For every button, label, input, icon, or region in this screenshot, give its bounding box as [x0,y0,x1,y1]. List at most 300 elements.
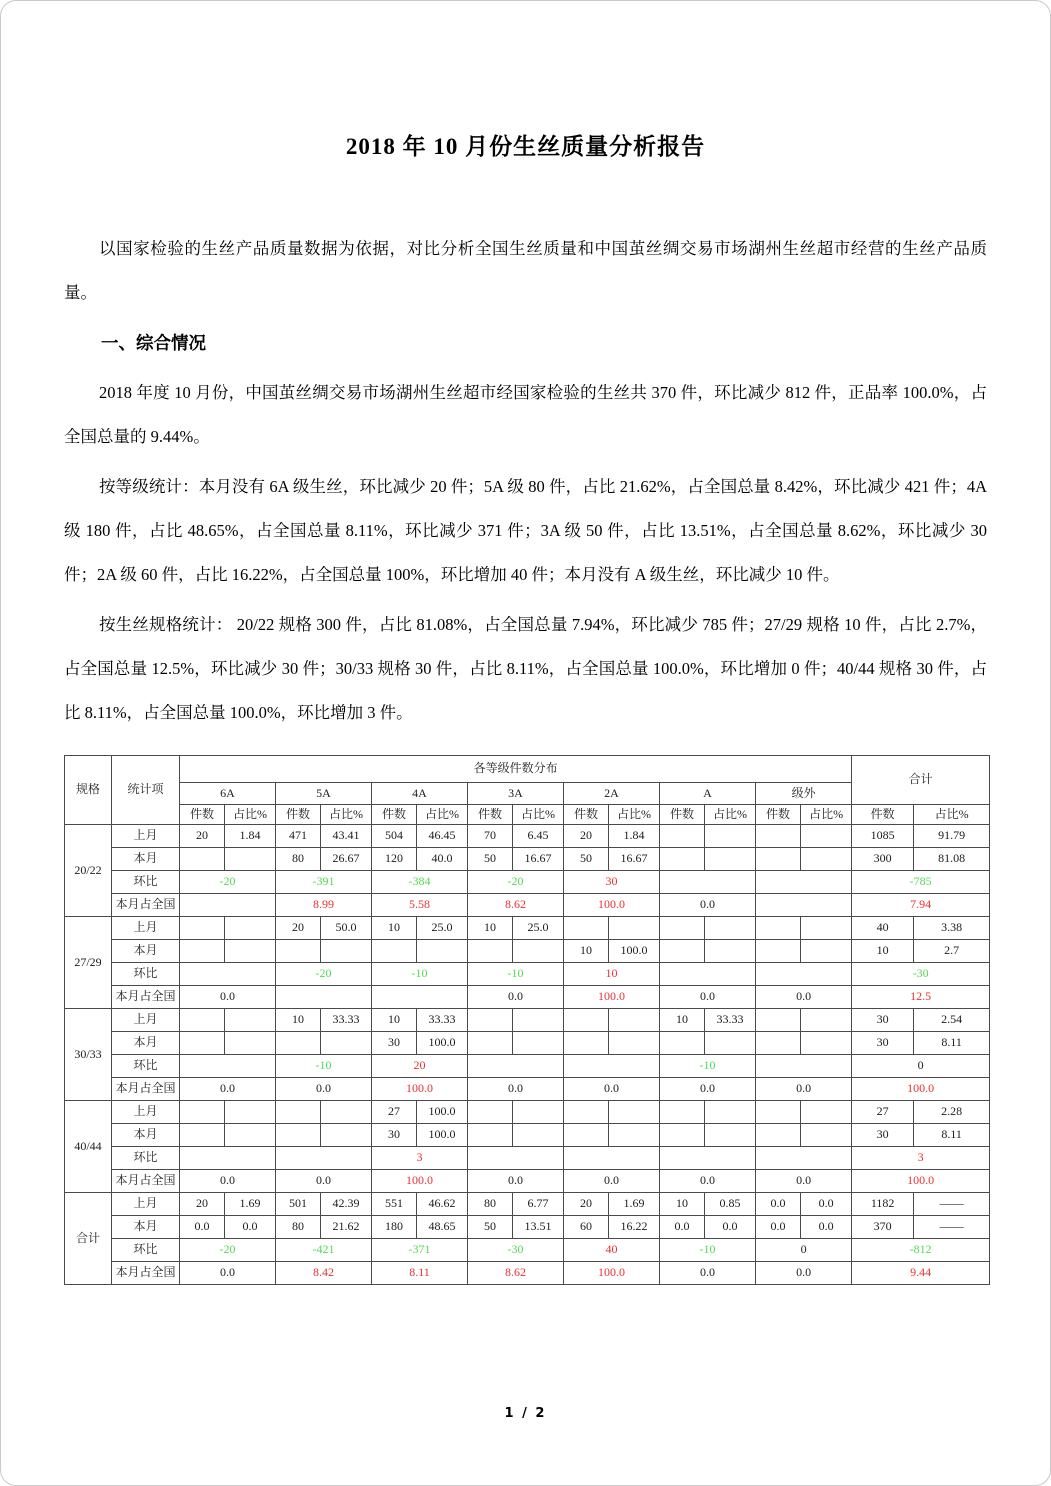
value-cell: 20 [180,1193,225,1216]
value-cell: 3 [372,1147,468,1170]
value-cell: 10 [372,1009,417,1032]
value-cell [513,1124,564,1147]
value-cell [180,894,276,917]
value-cell: 25.0 [513,917,564,940]
value-cell: 60 [564,1216,609,1239]
col-header-count: 件数 [180,805,225,825]
value-cell: -20 [180,871,276,894]
value-cell [564,1124,609,1147]
col-header-pct: 占比% [225,805,276,825]
value-cell: —— [914,1216,990,1239]
col-header-count: 件数 [756,805,801,825]
table-row [65,940,990,963]
value-cell: 100.0 [609,940,660,963]
value-cell: 7.94 [852,894,990,917]
value-cell: 0.0 [276,1078,372,1101]
value-cell [660,963,756,986]
value-cell: 80 [276,848,321,871]
value-cell: 30 [564,871,660,894]
value-cell: 1085 [852,825,914,848]
value-cell: 100.0 [417,1032,468,1055]
value-cell: 0.0 [705,1216,756,1239]
value-cell: 10 [468,917,513,940]
table-row [65,1147,990,1170]
value-cell [609,1032,660,1055]
table-row [65,1193,990,1216]
value-cell [756,963,852,986]
value-cell [660,1032,705,1055]
stat-label: 环比 [112,1239,180,1262]
value-cell: 0.85 [705,1193,756,1216]
value-cell [801,1009,852,1032]
value-cell: 0.0 [660,1078,756,1101]
value-cell [180,917,225,940]
value-cell: 0.0 [564,1078,660,1101]
value-cell: 0 [852,1055,990,1078]
value-cell: 100.0 [564,1262,660,1285]
value-cell [276,1032,321,1055]
value-cell: 12.5 [852,986,990,1009]
value-cell [660,917,705,940]
col-header-count: 件数 [564,805,609,825]
table-row [65,1078,990,1101]
value-cell [660,1101,705,1124]
value-cell: 180 [372,1216,417,1239]
col-header-pct: 占比% [321,805,372,825]
value-cell [756,848,801,871]
value-cell: -391 [276,871,372,894]
col-header-pct: 占比% [513,805,564,825]
value-cell: 3 [852,1147,990,1170]
grade-stats-paragraph: 按等级统计：本月没有 6A 级生丝，环比减少 20 件；5A 级 80 件，占比 21.62%，占全国总量 8.42%，环比减少 421 件；4A 级 180 件，占比 48.65%，占全国总量 8.11%，环比减少 371 件；3A 级 50 件，占比 13.51%，占全国总量 8.62%，环比减少 30 件；2A 级 60 件，占比 16.22%，占全国总量 100%，环比增加 40 件；本月没有 A 级生丝，环比减少 10 件。 [64,477,987,584]
col-header-count: 件数 [852,805,914,825]
value-cell: -10 [660,1055,756,1078]
value-cell [276,940,321,963]
value-cell: 1182 [852,1193,914,1216]
value-cell: 70 [468,825,513,848]
value-cell [180,963,276,986]
value-cell [609,1124,660,1147]
value-cell: 0.0 [756,1078,852,1101]
value-cell: 16.67 [609,848,660,871]
col-header-grade: A [660,783,756,805]
stat-label: 本月 [112,1032,180,1055]
value-cell: 8.11 [372,1262,468,1285]
value-cell [180,1009,225,1032]
value-cell: 16.22 [609,1216,660,1239]
col-header-grade: 5A [276,783,372,805]
col-header-distribution: 各等级件数分布 [180,756,852,783]
value-cell [564,1147,660,1170]
value-cell: -10 [372,963,468,986]
value-cell: 1.84 [225,825,276,848]
value-cell [513,1009,564,1032]
col-header-total: 合计 [852,756,990,805]
col-header-pct: 占比% [705,805,756,825]
spec-cell: 30/33 [65,1009,112,1101]
value-cell: -812 [852,1239,990,1262]
value-cell: 8.62 [468,1262,564,1285]
value-cell [276,986,372,1009]
table-row [65,894,990,917]
col-header-grade: 4A [372,783,468,805]
stat-label: 本月 [112,848,180,871]
value-cell: 30 [852,1009,914,1032]
value-cell: -785 [852,871,990,894]
value-cell: 2.7 [914,940,990,963]
value-cell: 46.62 [417,1193,468,1216]
summary-paragraph: 2018 年度 10 月份，中国茧丝绸交易市场湖州生丝超市经国家检验的生丝共 370 件，环比减少 812 件，正品率 100.0%，占全国总量的 9.44%。 [64,383,987,446]
value-cell [609,1101,660,1124]
value-cell: 10 [564,940,609,963]
value-cell [705,940,756,963]
col-header-grade: 6A [180,783,276,805]
value-cell [705,1101,756,1124]
value-cell [756,1009,801,1032]
value-cell [756,1032,801,1055]
value-cell: 0.0 [756,1193,801,1216]
value-cell: 0.0 [660,986,756,1009]
table-row [65,963,990,986]
value-cell [468,1032,513,1055]
table-row [65,986,990,1009]
value-cell [513,1101,564,1124]
value-cell [801,1032,852,1055]
value-cell: 0.0 [564,1170,660,1193]
value-cell [276,1124,321,1147]
value-cell: 0.0 [180,986,276,1009]
intro-paragraph: 以国家检验的生丝产品质量数据为依据，对比分析全国生丝质量和中国茧丝绸交易市场湖州生丝超市经营的生丝产品质量。 [64,239,987,302]
value-cell: -30 [468,1239,564,1262]
value-cell [705,848,756,871]
value-cell: -10 [276,1055,372,1078]
value-cell [468,1101,513,1124]
value-cell: 10 [564,963,660,986]
value-cell [564,1101,609,1124]
value-cell: 33.33 [321,1009,372,1032]
value-cell [660,1124,705,1147]
value-cell [225,848,276,871]
value-cell: 43.41 [321,825,372,848]
table-row [65,1101,990,1124]
table-row [65,1032,990,1055]
value-cell: 40.0 [417,848,468,871]
spec-stats-paragraph: 按生丝规格统计： 20/22 规格 300 件，占比 81.08%，占全国总量 7.94%，环比减少 785 件；27/29 规格 10 件，占比 2.7%，占全国总量 12.5%，环比减少 30 件；30/33 规格 30 件，占比 8.11%，占全国总量 100.0%，环比增加 0 件；40/44 规格 30 件，占比 8.11%，占全国总量 100.0%，环比增加 3 件。 [64,615,987,722]
value-cell [660,940,705,963]
value-cell [417,940,468,963]
value-cell [564,1032,609,1055]
value-cell: 50 [468,848,513,871]
value-cell: 80 [276,1216,321,1239]
value-cell: 0.0 [468,1078,564,1101]
page-number: 1 / 2 [504,1406,547,1421]
value-cell [705,917,756,940]
value-cell: 501 [276,1193,321,1216]
value-cell [756,1147,852,1170]
value-cell: 20 [564,825,609,848]
stat-label: 本月占全国 [112,1170,180,1193]
value-cell [468,1009,513,1032]
value-cell [756,940,801,963]
value-cell [756,871,852,894]
value-cell [276,1147,372,1170]
value-cell: 100.0 [417,1124,468,1147]
value-cell: -20 [468,871,564,894]
stat-label: 上月 [112,1193,180,1216]
value-cell: -10 [660,1239,756,1262]
value-cell: 504 [372,825,417,848]
value-cell: 0.0 [801,1193,852,1216]
stat-label: 本月占全国 [112,986,180,1009]
value-cell [321,940,372,963]
col-header-count: 件数 [660,805,705,825]
value-cell: 300 [852,848,914,871]
value-cell: 50 [564,848,609,871]
stat-label: 本月 [112,1216,180,1239]
value-cell [180,1101,225,1124]
value-cell: -10 [468,963,564,986]
value-cell: 551 [372,1193,417,1216]
value-cell [756,1055,852,1078]
col-header-count: 件数 [468,805,513,825]
value-cell: -371 [372,1239,468,1262]
value-cell [564,1055,660,1078]
value-cell [180,940,225,963]
col-header-stat: 统计项 [112,756,180,825]
value-cell: 42.39 [321,1193,372,1216]
value-cell [513,1032,564,1055]
table-row [65,1170,990,1193]
value-cell [801,848,852,871]
value-cell: 8.11 [914,1032,990,1055]
value-cell: 27 [852,1101,914,1124]
value-cell [513,940,564,963]
value-cell: 80 [468,1193,513,1216]
value-cell: 1.84 [609,825,660,848]
value-cell [756,825,801,848]
value-cell: 50 [468,1216,513,1239]
value-cell [468,1124,513,1147]
value-cell: 46.45 [417,825,468,848]
stat-label: 环比 [112,963,180,986]
value-cell: 471 [276,825,321,848]
value-cell [225,1009,276,1032]
table-row [65,1216,990,1239]
value-cell [468,940,513,963]
value-cell: 40 [564,1239,660,1262]
value-cell: 0.0 [801,1216,852,1239]
value-cell: 8.11 [914,1124,990,1147]
value-cell: 100.0 [417,1101,468,1124]
stat-label: 环比 [112,1147,180,1170]
value-cell [660,1147,756,1170]
value-cell [609,917,660,940]
value-cell: 0.0 [660,894,756,917]
value-cell [609,1009,660,1032]
value-cell [225,1124,276,1147]
col-header-grade: 2A [564,783,660,805]
table-row [65,1009,990,1032]
value-cell [372,940,417,963]
value-cell [321,1032,372,1055]
value-cell: 0.0 [225,1216,276,1239]
value-cell: 370 [852,1216,914,1239]
value-cell: 13.51 [513,1216,564,1239]
col-header-pct: 占比% [914,805,990,825]
value-cell: 20 [180,825,225,848]
value-cell: 91.79 [914,825,990,848]
value-cell: 1.69 [225,1193,276,1216]
value-cell: 30 [852,1032,914,1055]
value-cell: 2.28 [914,1101,990,1124]
value-cell [801,940,852,963]
value-cell: 30 [372,1124,417,1147]
value-cell: 0.0 [660,1216,705,1239]
value-cell: 0.0 [756,986,852,1009]
value-cell [564,1009,609,1032]
value-cell: 27 [372,1101,417,1124]
value-cell: 0.0 [180,1170,276,1193]
value-cell [225,940,276,963]
value-cell: 10 [372,917,417,940]
grade-distribution-table [64,755,990,1285]
value-cell: —— [914,1193,990,1216]
table-row [65,917,990,940]
value-cell: 20 [276,917,321,940]
value-cell [660,871,756,894]
value-cell: 100.0 [564,986,660,1009]
table-row [65,825,990,848]
value-cell: 0.0 [756,1262,852,1285]
value-cell [756,917,801,940]
stat-label: 环比 [112,871,180,894]
value-cell [180,1124,225,1147]
value-cell [321,1101,372,1124]
stat-label: 上月 [112,1009,180,1032]
value-cell: 100.0 [852,1078,990,1101]
value-cell: 26.67 [321,848,372,871]
value-cell: 0.0 [756,1216,801,1239]
value-cell: 100.0 [564,894,660,917]
value-cell: 5.58 [372,894,468,917]
value-cell: 30 [372,1032,417,1055]
value-cell: 40 [852,917,914,940]
col-header-grade: 级外 [756,783,852,805]
col-header-grade: 3A [468,783,564,805]
value-cell: 10 [660,1009,705,1032]
value-cell: 100.0 [852,1170,990,1193]
value-cell: 33.33 [417,1009,468,1032]
value-cell [180,1032,225,1055]
stat-label: 本月占全国 [112,1078,180,1101]
value-cell: 2.54 [914,1009,990,1032]
value-cell: -30 [852,963,990,986]
value-cell [705,1032,756,1055]
value-cell: 6.77 [513,1193,564,1216]
col-header-pct: 占比% [417,805,468,825]
value-cell: -421 [276,1239,372,1262]
value-cell: -384 [372,871,468,894]
stat-label: 上月 [112,1101,180,1124]
value-cell: -20 [276,963,372,986]
value-cell [180,848,225,871]
value-cell: 10 [852,940,914,963]
value-cell: 10 [660,1193,705,1216]
value-cell [801,1124,852,1147]
value-cell [660,848,705,871]
table-row [65,1239,990,1262]
value-cell: 21.62 [321,1216,372,1239]
value-cell [801,917,852,940]
value-cell: 25.0 [417,917,468,940]
value-cell: 33.33 [705,1009,756,1032]
stat-label: 本月 [112,940,180,963]
value-cell: 8.62 [468,894,564,917]
value-cell: 9.44 [852,1262,990,1285]
value-cell: 0.0 [660,1262,756,1285]
table-row [65,1055,990,1078]
value-cell: 100.0 [372,1078,468,1101]
document-content [1,1,1050,1285]
value-cell [705,1124,756,1147]
value-cell [756,1101,801,1124]
value-cell: 0.0 [180,1216,225,1239]
col-header-pct: 占比% [609,805,660,825]
value-cell: 0.0 [468,986,564,1009]
value-cell [225,1101,276,1124]
value-cell [225,1032,276,1055]
col-header-count: 件数 [276,805,321,825]
table-row [65,1262,990,1285]
value-cell: 0.0 [276,1170,372,1193]
table-row [65,1124,990,1147]
page-title: 2018 年 10 月份生丝质量分析报告 [345,134,706,159]
col-header-pct: 占比% [801,805,852,825]
value-cell: 81.08 [914,848,990,871]
value-cell [372,986,468,1009]
value-cell [180,1147,276,1170]
stat-label: 上月 [112,825,180,848]
value-cell: 3.38 [914,917,990,940]
value-cell: -20 [180,1239,276,1262]
value-cell: 16.67 [513,848,564,871]
value-cell: 0.0 [468,1170,564,1193]
value-cell: 0.0 [180,1262,276,1285]
value-cell: 0.0 [660,1170,756,1193]
value-cell [801,825,852,848]
value-cell [468,1147,564,1170]
section-heading: 一、综合情况 [101,333,206,353]
stat-label: 环比 [112,1055,180,1078]
spec-cell: 40/44 [65,1101,112,1193]
value-cell: 0.0 [756,1170,852,1193]
value-cell [180,1055,276,1078]
value-cell: 100.0 [372,1170,468,1193]
value-cell [756,894,852,917]
value-cell [660,825,705,848]
value-cell: 20 [564,1193,609,1216]
value-cell [321,1124,372,1147]
value-cell: 48.65 [417,1216,468,1239]
stat-label: 上月 [112,917,180,940]
value-cell [756,1124,801,1147]
value-cell: 6.45 [513,825,564,848]
value-cell: 50.0 [321,917,372,940]
spec-cell: 27/29 [65,917,112,1009]
value-cell: 1.69 [609,1193,660,1216]
value-cell [705,825,756,848]
value-cell [468,1055,564,1078]
